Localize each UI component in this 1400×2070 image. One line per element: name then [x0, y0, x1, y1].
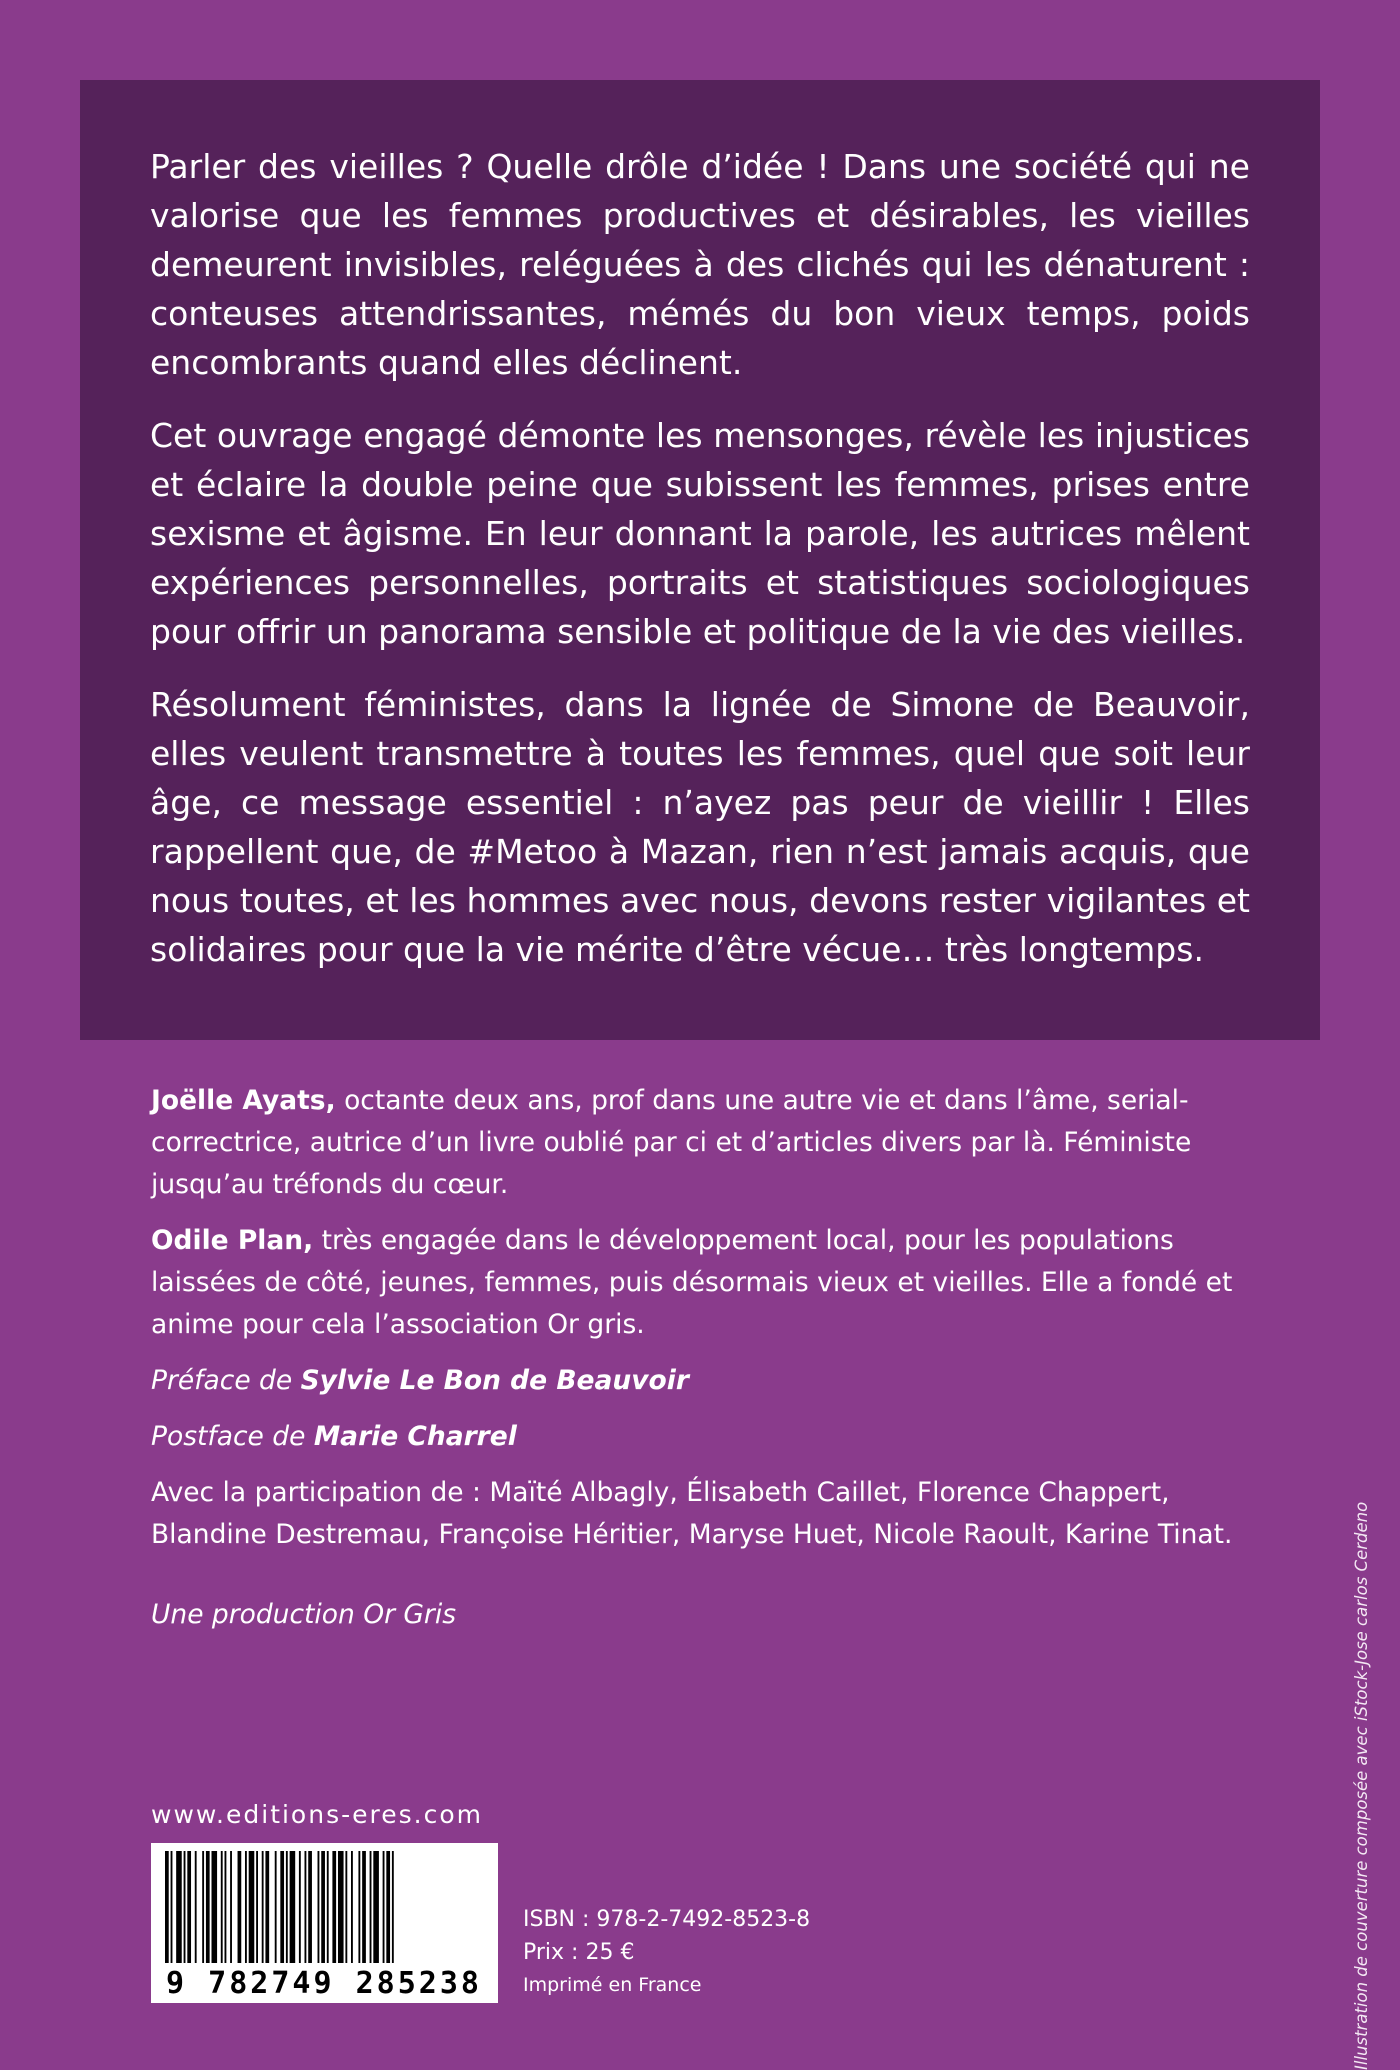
- author-1-bio: octante deux ans, prof dans une autre vie et dans l’âme, serial-correctrice, autrice d’un livre oublié par ci et d’articles divers par là. Féministe jusqu’au tréfonds du cœur.: [151, 1085, 1192, 1200]
- barcode-bar: [176, 1851, 182, 1963]
- barcode-bar: [308, 1851, 312, 1963]
- barcode-bar: [321, 1851, 325, 1963]
- barcode-bar: [373, 1851, 379, 1963]
- preface-name: Sylvie Le Bon de Beauvoir: [300, 1365, 689, 1396]
- production-credit: Une production Or Gris: [151, 1599, 456, 1630]
- summary-paragraph-1: Parler des vieilles ? Quelle drôle d’idée ! Dans une société qui ne valorise que les femmes productives et désirables, les vieilles demeurent invisibles, reléguées à des clichés qui les dénaturent : conteuses attendrissantes, mémés du bon vieux temps, poids encombrants quand elles déclinent.: [150, 147, 1250, 382]
- summary-paragraph-2: Cet ouvrage engagé démonte les mensonges, révèle les injustices et éclaire la double peine que subissent les femmes, prises entre sexisme et âgisme. En leur donnant la parole, les autrices mêlent expériences personnelles, portraits et statistiques sociologiques pour offrir un panorama sensible et politique de la vie des vieilles.: [150, 416, 1250, 651]
- barcode-bar: [327, 1851, 329, 1963]
- authors-section: [151, 1080, 1251, 1650]
- barcode-bar: [305, 1851, 307, 1963]
- cover-illustration-credit: Illustration de couverture composée avec iStock-Jose carlos Cerdeno: [1352, 1501, 1371, 2070]
- author-1-name: Joëlle Ayats,: [151, 1085, 336, 1116]
- price: Prix : 25 €: [523, 1940, 635, 1965]
- barcode-graphic: [151, 1843, 498, 2003]
- participation-list: Avec la participation de : Maïté Albagly, Élisabeth Caillet, Florence Chappert, Blandine Destremau, Françoise Héritier, Maryse Huet, Nicole Raoult, Karine Tinat.: [151, 1477, 1233, 1550]
- barcode-bar: [206, 1851, 210, 1963]
- barcode-bar: [225, 1851, 227, 1963]
- barcode-bar: [265, 1851, 269, 1963]
- author-1-bio-block: [151, 1080, 1251, 1206]
- barcode-bar: [386, 1851, 390, 1963]
- book-info: [523, 1903, 810, 2002]
- barcode-bar: [184, 1851, 186, 1963]
- barcode-bar: [362, 1851, 366, 1963]
- author-2-bio-block: [151, 1220, 1251, 1346]
- postface-credit: [151, 1416, 1251, 1458]
- barcode-bar: [171, 1851, 173, 1963]
- barcode-bar: [202, 1851, 204, 1963]
- barcode-bar: [238, 1851, 242, 1963]
- barcode-bar: [345, 1851, 347, 1963]
- isbn: ISBN : 978-2-7492-8523-8: [523, 1907, 811, 1932]
- postface-name: Marie Charrel: [313, 1421, 517, 1452]
- barcode-bar: [256, 1851, 258, 1963]
- printed-in: Imprimé en France: [523, 1974, 702, 1996]
- barcode: [151, 1843, 498, 2003]
- barcode-bar: [351, 1851, 353, 1963]
- barcode-bar: [195, 1851, 197, 1963]
- author-2-bio: très engagée dans le développement local, pour les populations laissées de côté, jeunes, femmes, puis désormais vieux et vieilles. Elle a fondé et anime pour cela l’association Or gris.: [151, 1225, 1233, 1340]
- barcode-bar: [275, 1851, 277, 1963]
- barcode-bar: [221, 1851, 223, 1963]
- barcode-bar: [280, 1851, 284, 1963]
- barcode-bar: [212, 1851, 218, 1963]
- barcode-digits: 9 782749 285238: [166, 1966, 482, 2001]
- barcode-bar: [318, 1851, 320, 1963]
- barcode-bar: [262, 1851, 264, 1963]
- barcode-bar: [358, 1851, 360, 1963]
- barcode-bar: [332, 1851, 336, 1963]
- barcode-bar: [383, 1851, 385, 1963]
- summary-box: [80, 80, 1320, 1040]
- barcode-bar: [370, 1851, 372, 1963]
- barcode-bar: [290, 1851, 296, 1963]
- preface-credit: [151, 1360, 1251, 1402]
- summary-paragraph-3: Résolument féministes, dans la lignée de Simone de Beauvoir, elles veulent transmettre à toutes les femmes, quel que soit leur âge, ce message essentiel : n’ayez pas peur de vieillir ! Elles rappellent que, de #Metoo à Mazan, rien n’est jamais acquis, que nous toutes, et les hommes avec nous, devons rester vigilantes et solidaires pour que la vie mérite d’être vécue… très longtemps.: [150, 685, 1250, 969]
- barcode-bar: [249, 1851, 255, 1963]
- barcode-bar: [338, 1851, 344, 1963]
- barcode-bar: [165, 1851, 169, 1963]
- barcode-bar: [245, 1851, 247, 1963]
- preface-label: Préface de: [151, 1365, 301, 1396]
- barcode-bar: [392, 1851, 394, 1963]
- barcode-bar: [286, 1851, 288, 1963]
- barcode-bar: [230, 1851, 232, 1963]
- author-2-name: Odile Plan,: [151, 1225, 314, 1256]
- barcode-bar: [187, 1851, 191, 1963]
- barcode-bar: [299, 1851, 301, 1963]
- postface-label: Postface de: [151, 1421, 314, 1452]
- publisher-website: www.editions-eres.com: [151, 1800, 483, 1829]
